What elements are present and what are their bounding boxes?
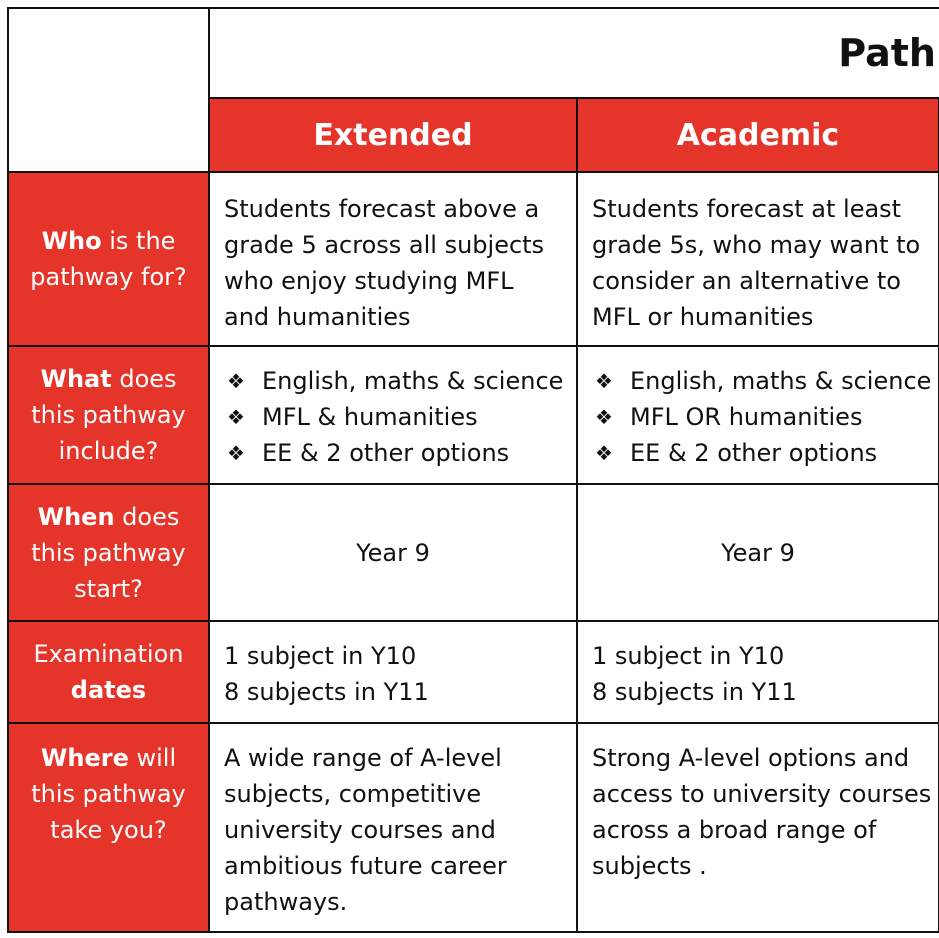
four-diamond-bullet-icon: ❖ [595,369,613,393]
cell-line: subjects, competitive [224,780,482,808]
pathways-title [208,7,939,99]
include-list [578,347,938,471]
title-text: Path [838,31,936,75]
cell-exam-extended [208,620,578,724]
row-header-bold: Where [40,744,129,772]
row-header-text: will [128,744,177,772]
cell-where-academic [576,722,939,933]
column-header-extended [208,97,578,173]
cell-who-academic [576,171,939,347]
row-header-text: pathway for? [30,263,187,291]
cell-line: 1 subject in Y10 [224,642,417,670]
list-item-text: English, maths & science [262,367,564,395]
cell-line: grade 5s, who may want to [592,231,921,259]
four-diamond-bullet-icon: ❖ [595,441,613,465]
cell-line: 1 subject in Y10 [592,642,785,670]
cell-line: 8 subjects in Y11 [224,678,429,706]
cell-line: Students forecast above a [224,195,540,223]
start-value: Year 9 [721,538,795,567]
row-header-text: this pathway [31,401,186,429]
list-item [224,363,576,399]
list-item [592,435,938,471]
cell-line: A wide range of A-level [224,744,502,772]
row-header-bold: What [40,365,112,393]
cell-line: Strong A-level options and [592,744,910,772]
column-header-label: Extended [313,117,473,153]
list-item-text: English, maths & science [630,367,932,395]
cell-line: pathways. [224,888,348,916]
row-header-text: does [111,365,177,393]
cell-line: and humanities [224,303,411,331]
row-header-text: this pathway [31,538,186,567]
list-item [224,435,576,471]
row-header-text: include? [58,437,159,465]
column-header-academic [576,97,939,173]
row-header-bold: Who [41,227,102,255]
cell-line: 8 subjects in Y11 [592,678,797,706]
row-header-text: Examination [33,640,184,668]
cell-line: university courses and [224,816,496,844]
four-diamond-bullet-icon: ❖ [227,441,245,465]
cell-include-academic [576,345,939,485]
row-header-bold: dates [70,676,147,704]
cell-line: MFL or humanities [592,303,814,331]
corner-cell [7,7,210,173]
row-header-where [7,722,210,933]
row-header-text: is the [101,227,176,255]
row-header-who [7,171,210,347]
row-header-text: this pathway [31,780,186,808]
row-header-text: take you? [50,816,167,844]
list-item [592,363,938,399]
column-header-label: Academic [676,117,840,153]
cell-line: who enjoy studying MFL [224,267,514,295]
list-item-text: MFL OR humanities [630,403,863,431]
cell-line: grade 5 across all subjects [224,231,545,259]
row-header-exam [7,620,210,724]
row-header-include [7,345,210,485]
four-diamond-bullet-icon: ❖ [227,405,245,429]
row-header-start [7,483,210,622]
start-value: Year 9 [356,538,430,567]
cell-exam-academic [576,620,939,724]
four-diamond-bullet-icon: ❖ [227,369,245,393]
list-item-text: EE & 2 other options [630,439,878,467]
list-item [224,399,576,435]
cell-line: across a broad range of [592,816,877,844]
cell-start-academic [576,483,939,622]
cell-line: subjects . [592,852,707,880]
row-header-text: start? [74,574,143,603]
cell-line: ambitious future career [224,852,507,880]
cell-line: consider an alternative to [592,267,901,295]
cell-where-extended [208,722,578,933]
cell-line: access to university courses [592,780,932,808]
include-list [210,347,576,471]
four-diamond-bullet-icon: ❖ [595,405,613,429]
cell-include-extended [208,345,578,485]
list-item [592,399,938,435]
list-item-text: EE & 2 other options [262,439,510,467]
row-header-bold: When [37,502,115,531]
list-item-text: MFL & humanities [262,403,478,431]
cell-line: Students forecast at least [592,195,902,223]
cell-who-extended [208,171,578,347]
cell-start-extended [208,483,578,622]
row-header-text: does [114,502,180,531]
